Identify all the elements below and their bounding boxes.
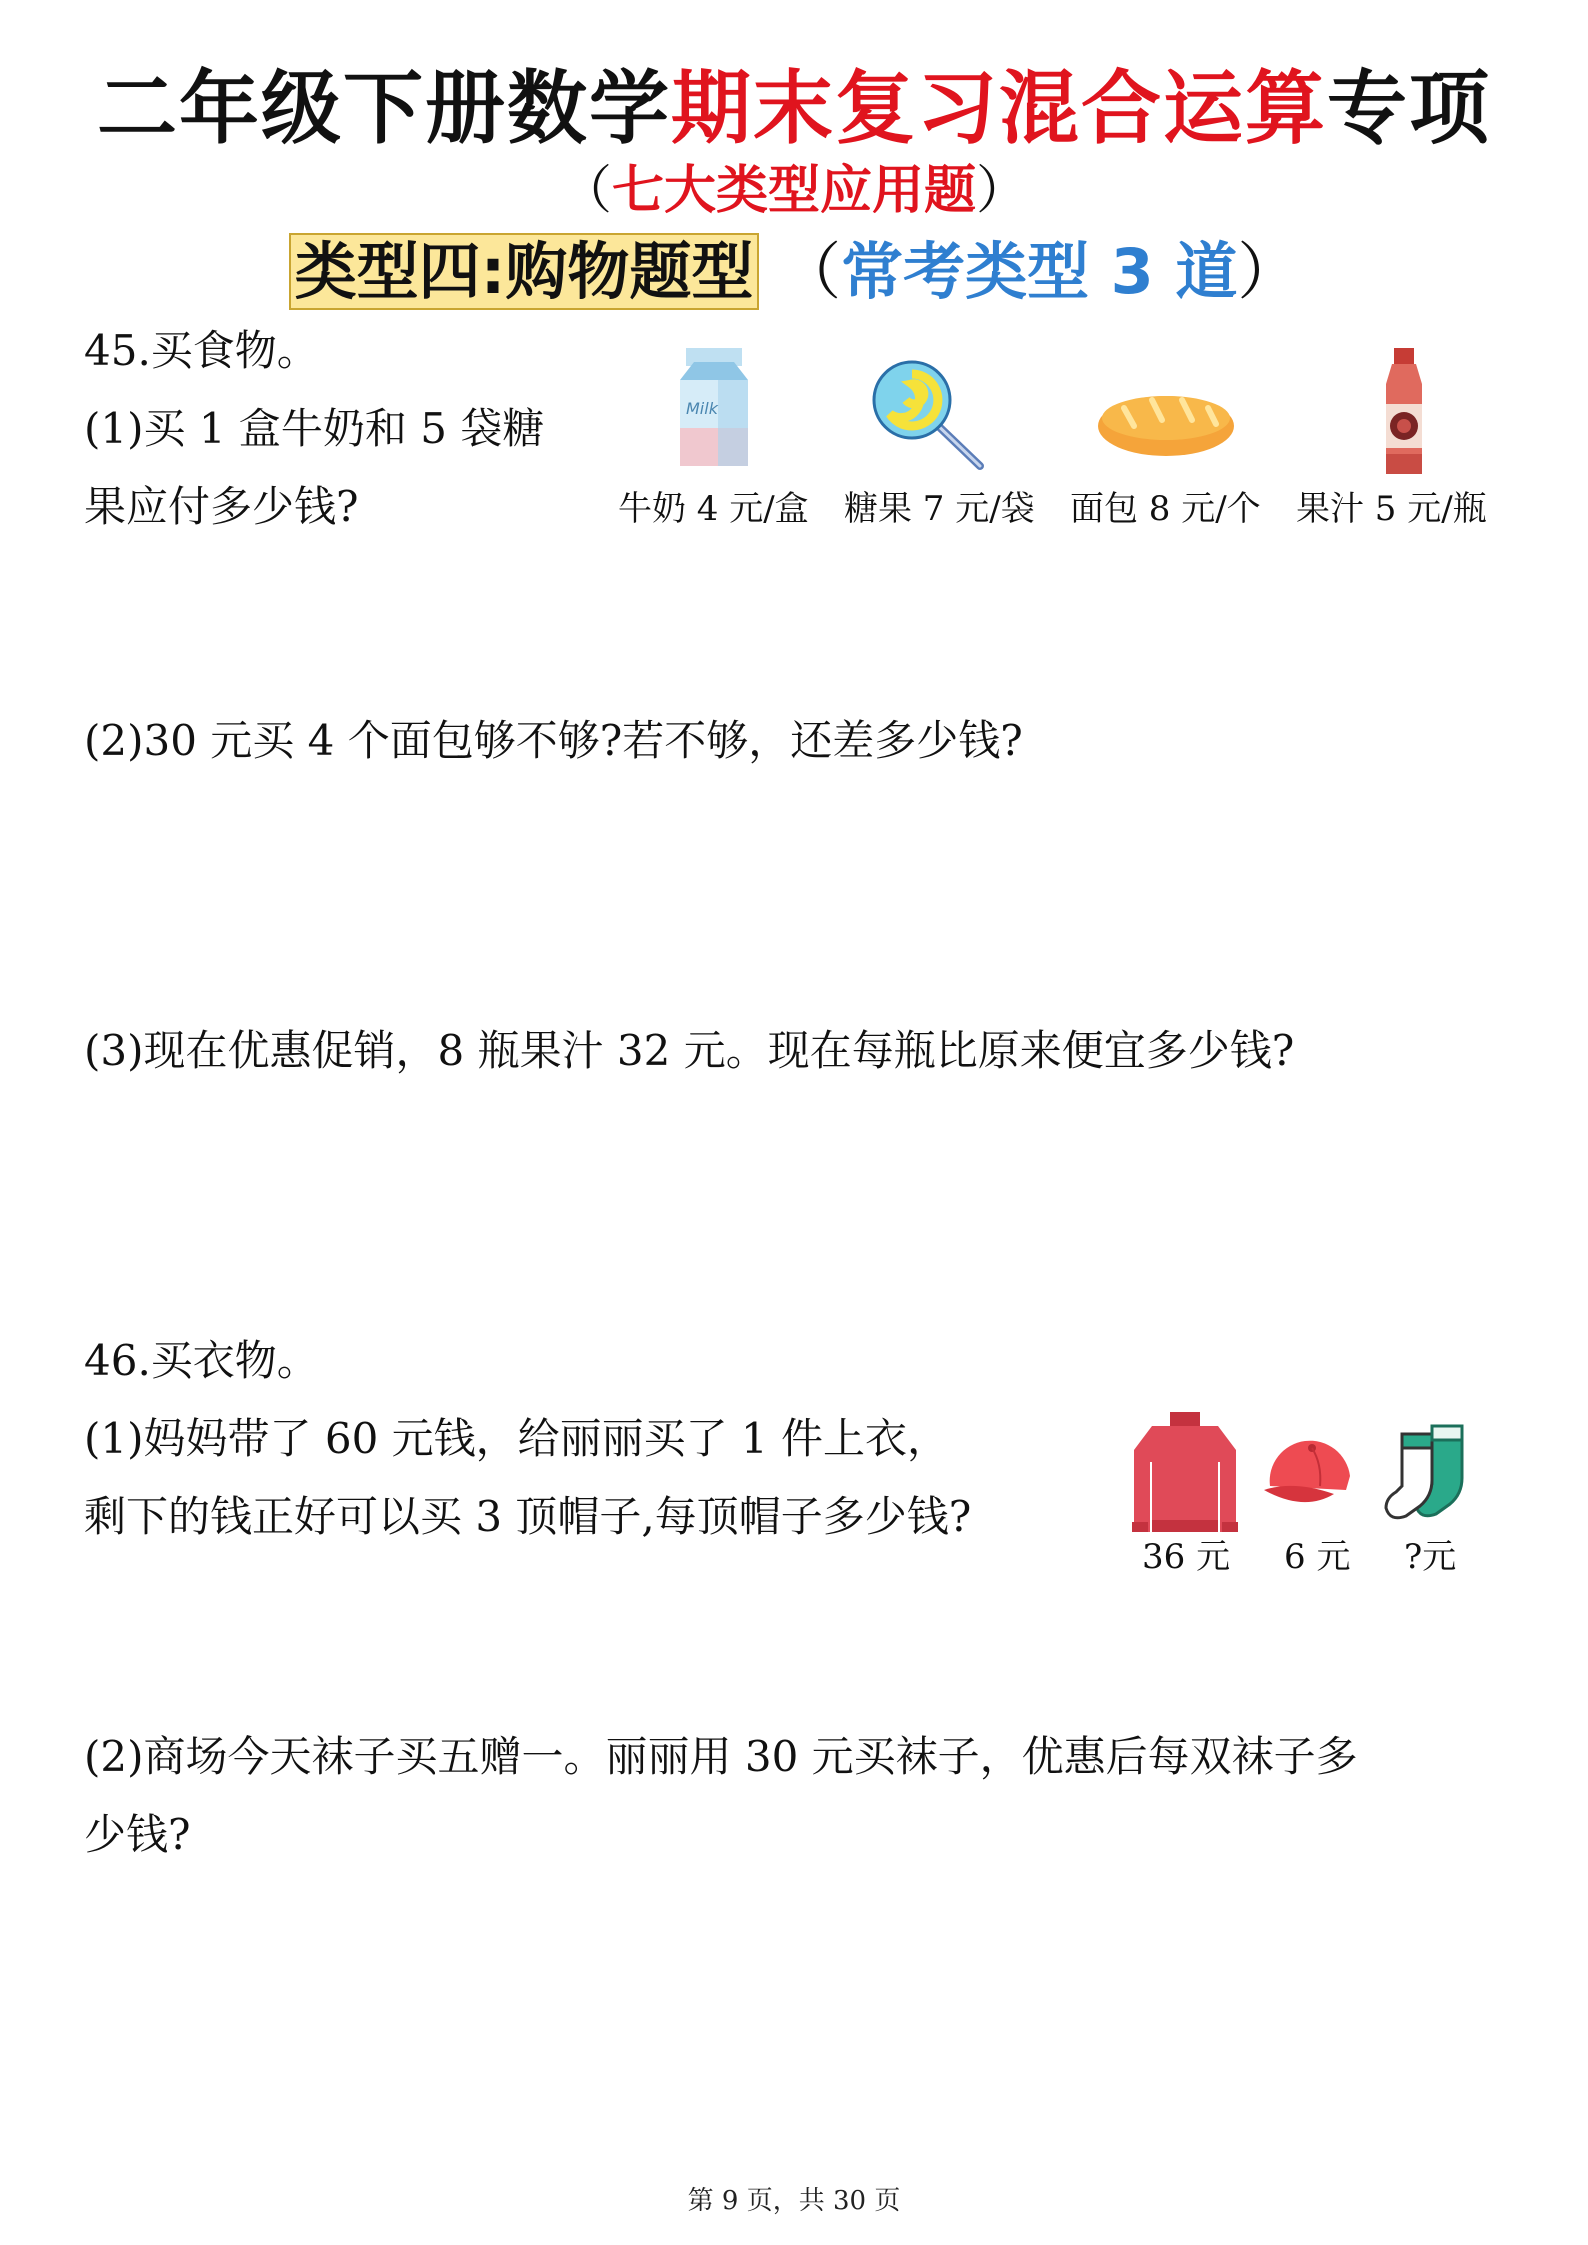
price-sweater: 36 元	[1142, 1537, 1231, 1577]
q46-part2-line1: (2)商场今天袜子买五赠一。丽丽用 30 元买袜子，优惠后每双袜子多	[84, 1732, 1358, 1781]
q45-part2: (2)30 元买 4 个面包够不够?若不够，还差多少钱?	[84, 716, 1023, 765]
q46-heading: 46.买衣物。	[84, 1336, 319, 1385]
q45-part3: (3)现在优惠促销，8 瓶果汁 32 元。现在每瓶比原来便宜多少钱?	[84, 1026, 1295, 1075]
price-cap: 6 元	[1284, 1537, 1351, 1577]
type-label: 类型四:购物题型	[289, 233, 760, 310]
page-number: 第 9 页，共 30 页	[687, 2186, 901, 2216]
title-part-1: 二年级下册数学	[97, 62, 671, 155]
cap-icon	[1258, 1430, 1362, 1514]
type-note: 常考类型 3 道	[841, 235, 1238, 308]
price-milk: 牛奶 4 元/盒	[618, 489, 809, 529]
bread-icon	[1096, 380, 1236, 460]
milk-logo-text: Milk	[686, 399, 718, 418]
socks-icon	[1384, 1420, 1480, 1520]
subtitle-paren-close: ）	[976, 161, 1029, 221]
type-note-paren-close: ）	[1237, 235, 1300, 308]
q45-part1-line2: 果应付多少钱?	[84, 482, 359, 531]
q45-heading: 45.买食物。	[84, 326, 319, 375]
price-bread: 面包 8 元/个	[1070, 489, 1261, 529]
milk-carton-icon	[672, 340, 756, 470]
price-candy: 糖果 7 元/袋	[844, 489, 1035, 529]
q46-part2-line2: 少钱?	[84, 1810, 191, 1859]
type-heading	[0, 222, 1588, 311]
sweater-icon	[1130, 1410, 1240, 1540]
type-note-paren-open: （	[779, 235, 842, 308]
page-title	[0, 44, 1588, 159]
q45-part1-line1: (1)买 1 盒牛奶和 5 袋糖	[84, 404, 545, 453]
price-juice: 果汁 5 元/瓶	[1296, 489, 1487, 529]
price-socks: ?元	[1404, 1537, 1457, 1577]
q46-part1-line2: 剩下的钱正好可以买 3 顶帽子,每顶帽子多少钱?	[84, 1492, 972, 1541]
subtitle	[0, 148, 1588, 223]
subtitle-paren-open: （	[559, 161, 612, 221]
lollipop-icon	[868, 360, 988, 470]
subtitle-text: 七大类型应用题	[611, 161, 976, 221]
q46-part1-line1: (1)妈妈带了 60 元钱，给丽丽买了 1 件上衣，	[84, 1414, 950, 1463]
juice-bottle-icon	[1376, 346, 1432, 480]
title-part-red: 期末复习混合运算	[671, 62, 1327, 155]
title-part-2: 专项	[1327, 62, 1491, 155]
